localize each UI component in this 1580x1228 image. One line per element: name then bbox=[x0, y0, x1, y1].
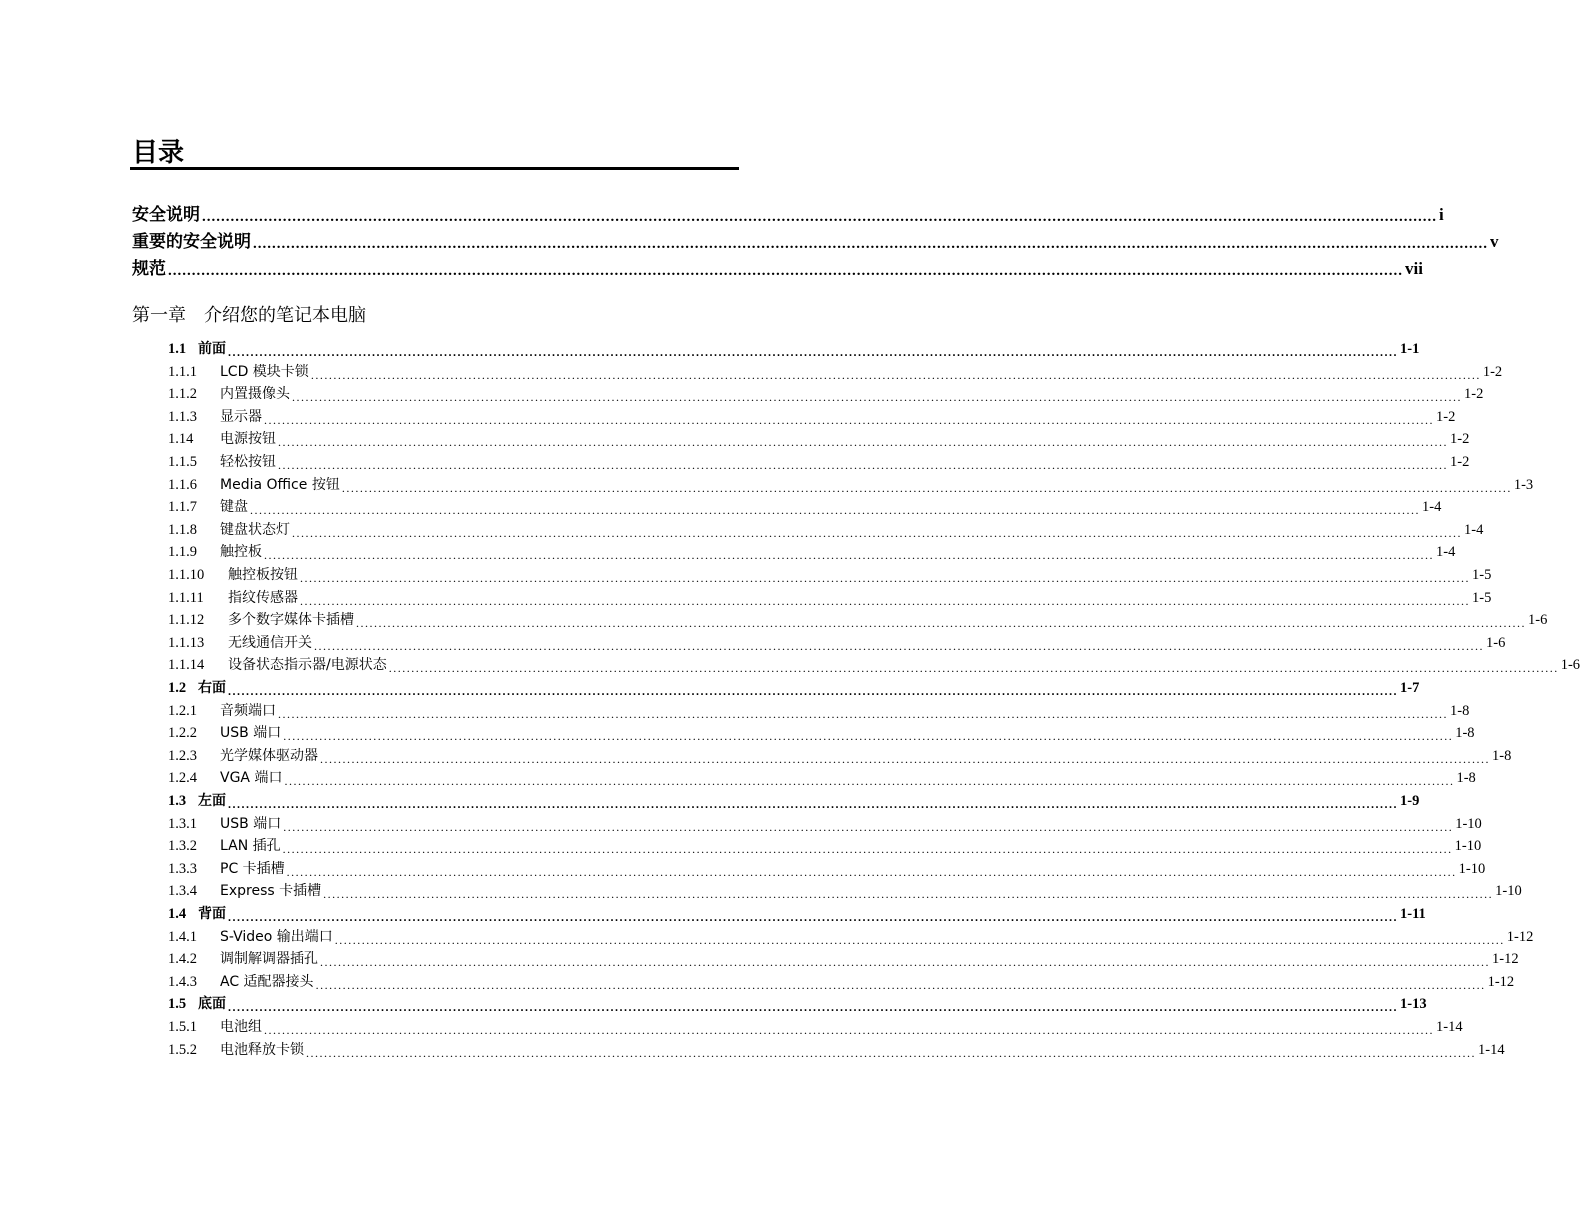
toc-entry[interactable] bbox=[132, 228, 1499, 252]
toc-subsection-entry[interactable] bbox=[168, 426, 1470, 450]
toc-entry-number: 1.2 bbox=[168, 680, 187, 696]
toc-entry-number: 1.1 bbox=[168, 341, 187, 357]
leader-dots: .................................................................................................................................................................................................................................................................... bbox=[320, 751, 1490, 766]
toc-entry-title: 指纹传感器 bbox=[228, 589, 298, 606]
toc-entry-number: 1.5 bbox=[168, 996, 187, 1013]
toc-entry-number: 1.1.9 bbox=[168, 544, 197, 561]
toc-entry-title: 光学媒体驱动器 bbox=[220, 747, 318, 764]
toc-subsection-entry[interactable] bbox=[168, 924, 1534, 947]
leader-dots: .................................................................................................................................................................................................................................................................... bbox=[278, 706, 1448, 721]
leader-dots: .................................................................................................................................................................................................................................................................... bbox=[388, 661, 1559, 676]
toc-subsection-entry[interactable] bbox=[168, 585, 1492, 608]
leader-dots: .................................................................................................................................................................................................................................................................... bbox=[253, 236, 1488, 252]
leader-dots: .................................................................................................................................................................................................................................................................... bbox=[278, 458, 1448, 472]
toc-entry-page: 1-5 bbox=[1472, 589, 1492, 606]
toc-subsection-entry[interactable] bbox=[168, 404, 1456, 427]
leader-dots: .................................................................................................................................................................................................................................................................... bbox=[250, 503, 1420, 518]
toc-entry-title: 音频端口 bbox=[220, 702, 276, 719]
leader-dots: .................................................................................................................................................................................................................................................................... bbox=[282, 842, 1453, 857]
leader-dots: .................................................................................................................................................................................................................................................................... bbox=[323, 887, 1494, 902]
toc-subsection-entry[interactable] bbox=[168, 698, 1470, 721]
leader-dots: .................................................................................................................................................................................................................................................................... bbox=[228, 797, 1398, 811]
toc-entry-page: 1-6 bbox=[1560, 657, 1580, 674]
toc-entry-page: 1-4 bbox=[1436, 544, 1456, 561]
toc-entry-title: 电池组 bbox=[220, 1019, 262, 1035]
chapter-number: 第一章 bbox=[132, 305, 186, 326]
leader-dots: .................................................................................................................................................................................................................................................................... bbox=[202, 209, 1437, 225]
leader-dots: .................................................................................................................................................................................................................................................................... bbox=[286, 864, 1457, 879]
toc-section-entry[interactable] bbox=[168, 991, 1427, 1015]
toc-entry-page: i bbox=[1439, 205, 1444, 224]
toc-entry-title: 规范 bbox=[132, 259, 166, 279]
leader-dots: .................................................................................................................................................................................................................................................................... bbox=[264, 1023, 1434, 1037]
toc-entry-page: 1-3 bbox=[1513, 476, 1534, 493]
toc-entry-page: 1-6 bbox=[1528, 612, 1548, 629]
toc-entry-number: 1.1.1 bbox=[168, 363, 197, 380]
toc-entry-number: 1.3.2 bbox=[168, 838, 197, 855]
toc-subsection-entry[interactable] bbox=[168, 833, 1482, 857]
leader-dots: .................................................................................................................................................................................................................................................................... bbox=[300, 593, 1470, 608]
toc-entry-number: 1.1.8 bbox=[168, 521, 197, 538]
toc-entry-page: 1-10 bbox=[1458, 860, 1486, 877]
toc-entry-title: 多个数字媒体卡插槽 bbox=[228, 612, 354, 629]
toc-entry-number: 1.1.5 bbox=[168, 454, 197, 470]
toc-entry-number: 1.1.7 bbox=[168, 499, 197, 516]
toc-entry-number: 1.1.2 bbox=[168, 386, 197, 403]
leader-dots: .................................................................................................................................................................................................................................................................... bbox=[228, 1000, 1398, 1015]
toc-subsection-entry[interactable] bbox=[168, 811, 1482, 834]
toc-entry-number: 1.1.3 bbox=[168, 408, 197, 425]
toc-entry-title: 触控板按钮 bbox=[228, 567, 298, 583]
toc-entry-title: 前面 bbox=[198, 341, 226, 357]
toc-entry-page: 1-14 bbox=[1478, 1041, 1505, 1058]
toc-entry-page: 1-8 bbox=[1455, 725, 1475, 742]
toc-entry-title: LCD 模块卡锁 bbox=[220, 363, 309, 380]
toc-entry-page: 1-8 bbox=[1456, 770, 1476, 787]
leader-dots: .................................................................................................................................................................................................................................................................... bbox=[264, 412, 1434, 427]
toc-entry[interactable] bbox=[132, 201, 1444, 225]
toc-entry-page: 1-2 bbox=[1450, 454, 1470, 470]
toc-subsection-entry[interactable] bbox=[168, 494, 1442, 518]
toc-entry-title: 显示器 bbox=[220, 408, 262, 425]
leader-dots: .................................................................................................................................................................................................................................................................... bbox=[283, 819, 1454, 834]
toc-entry-page: 1-1 bbox=[1400, 341, 1420, 357]
leader-dots: .................................................................................................................................................................................................................................................................... bbox=[306, 1045, 1476, 1060]
toc-subsection-entry[interactable] bbox=[168, 1014, 1463, 1037]
title-divider bbox=[130, 167, 739, 170]
toc-entry-page: 1-12 bbox=[1506, 928, 1534, 945]
toc-entry-title: 左面 bbox=[198, 793, 226, 809]
toc-entry-page: 1-2 bbox=[1482, 363, 1503, 380]
toc-subsection-entry[interactable] bbox=[168, 743, 1512, 766]
toc-entry-page: 1-10 bbox=[1455, 815, 1482, 832]
toc-entry-title: 调制解调器插孔 bbox=[220, 951, 318, 968]
toc-entry-number: 1.4 bbox=[168, 906, 187, 922]
toc-entry-page: 1-2 bbox=[1436, 408, 1456, 425]
toc-section-entry[interactable] bbox=[168, 901, 1426, 924]
toc-entry-title: VGA 端口 bbox=[220, 770, 283, 787]
toc-entry-page: 1-10 bbox=[1454, 838, 1482, 855]
toc-entry-page: 1-4 bbox=[1464, 521, 1484, 538]
toc-subsection-entry[interactable] bbox=[168, 381, 1484, 405]
toc-entry-title: 电池释放卡锁 bbox=[220, 1041, 304, 1058]
toc-entry-number: 1.3 bbox=[168, 793, 187, 809]
chapter-title: 介绍您的笔记本电脑 bbox=[204, 305, 366, 326]
leader-dots: .................................................................................................................................................................................................................................................................... bbox=[228, 910, 1398, 924]
toc-entry-number: 1.4.3 bbox=[168, 973, 197, 990]
toc-entry-number: 1.2.3 bbox=[168, 747, 197, 764]
toc-entry-page: 1-7 bbox=[1400, 680, 1420, 696]
toc-entry-title: USB 端口 bbox=[220, 725, 282, 742]
toc-entry-title: 触控板 bbox=[220, 544, 262, 561]
toc-entry-number: 1.5.1 bbox=[168, 1019, 197, 1035]
toc-entry-page: 1-8 bbox=[1450, 702, 1470, 719]
chapter-heading bbox=[132, 301, 366, 327]
toc-entry-page: 1-8 bbox=[1492, 747, 1512, 764]
toc-subsection-entry[interactable] bbox=[168, 562, 1492, 585]
toc-subsection-entry[interactable] bbox=[168, 607, 1548, 631]
toc-entry-number: 1.1.13 bbox=[168, 634, 205, 651]
toc-subsection-entry[interactable] bbox=[168, 652, 1580, 676]
toc-entry-title: 无线通信开关 bbox=[228, 634, 312, 651]
toc-entry-page: 1-5 bbox=[1472, 567, 1492, 583]
toc-entry-title: 背面 bbox=[198, 906, 226, 922]
toc-entry-title: Media Office 按钮 bbox=[220, 476, 340, 493]
toc-entry-page: 1-11 bbox=[1400, 906, 1426, 922]
leader-dots: .................................................................................................................................................................................................................................................................... bbox=[310, 367, 1481, 382]
toc-entry-page: 1-12 bbox=[1487, 973, 1515, 990]
toc-entry-title: 键盘状态灯 bbox=[220, 521, 290, 538]
toc-entry-title: Express 卡插槽 bbox=[220, 883, 322, 900]
toc-entry-number: 1.3.3 bbox=[168, 860, 197, 877]
toc-entry-number: 1.2.4 bbox=[168, 770, 197, 787]
toc-entry-page: 1-2 bbox=[1450, 431, 1470, 448]
toc-entry-title: 键盘 bbox=[220, 499, 248, 516]
toc-entry-number: 1.4.2 bbox=[168, 951, 197, 968]
toc-subsection-entry[interactable] bbox=[168, 765, 1476, 789]
toc-entry-title: 电源按钮 bbox=[220, 431, 276, 448]
leader-dots: .................................................................................................................................................................................................................................................................... bbox=[292, 390, 1462, 405]
toc-entry-title: 安全说明 bbox=[132, 205, 200, 225]
toc-subsection-entry[interactable] bbox=[168, 539, 1456, 563]
toc-entry-title: 底面 bbox=[198, 996, 226, 1013]
toc-entry-title: 右面 bbox=[198, 680, 226, 696]
toc-subsection-entry[interactable] bbox=[168, 517, 1484, 540]
toc-entry-page: v bbox=[1490, 232, 1499, 251]
toc-entry-number: 1.4.1 bbox=[168, 928, 197, 945]
toc-entry-number: 1.1.11 bbox=[168, 589, 204, 606]
toc-entry-page: 1-12 bbox=[1492, 951, 1519, 968]
toc-entry-page: 1-4 bbox=[1422, 499, 1442, 516]
toc-subsection-entry[interactable] bbox=[168, 969, 1515, 992]
toc-entry-page: 1-10 bbox=[1495, 883, 1522, 900]
leader-dots: .................................................................................................................................................................................................................................................................... bbox=[300, 571, 1470, 585]
toc-entry-page: 1-6 bbox=[1486, 634, 1506, 651]
toc-entry-title: AC 适配器接头 bbox=[220, 973, 314, 990]
toc-entry-number: 1.2.1 bbox=[168, 702, 197, 719]
toc-subsection-entry[interactable] bbox=[168, 720, 1475, 744]
toc-entry-number: 1.5.2 bbox=[168, 1041, 197, 1058]
toc-entry-page: 1-13 bbox=[1400, 996, 1427, 1013]
toc-entry-title: 轻松按钮 bbox=[220, 454, 276, 470]
leader-dots: .................................................................................................................................................................................................................................................................... bbox=[314, 638, 1484, 653]
leader-dots: .................................................................................................................................................................................................................................................................... bbox=[283, 729, 1454, 744]
toc-entry-number: 1.2.2 bbox=[168, 725, 197, 742]
leader-dots: .................................................................................................................................................................................................................................................................... bbox=[341, 480, 1512, 495]
leader-dots: .................................................................................................................................................................................................................................................................... bbox=[168, 263, 1403, 279]
toc-entry-title: LAN 插孔 bbox=[220, 838, 281, 855]
toc-entry-title: USB 端口 bbox=[220, 815, 282, 832]
toc-section-entry[interactable] bbox=[168, 336, 1420, 359]
leader-dots: .................................................................................................................................................................................................................................................................... bbox=[356, 616, 1526, 631]
page-title: 目录 bbox=[132, 138, 185, 168]
toc-entry-page: 1-2 bbox=[1464, 386, 1484, 403]
leader-dots: .................................................................................................................................................................................................................................................................... bbox=[228, 684, 1398, 698]
leader-dots: .................................................................................................................................................................................................................................................................... bbox=[284, 774, 1455, 789]
toc-entry-title: PC 卡插槽 bbox=[220, 860, 285, 877]
toc-entry[interactable] bbox=[132, 255, 1423, 279]
toc-entry-number: 1.1.6 bbox=[168, 476, 197, 493]
leader-dots: .................................................................................................................................................................................................................................................................... bbox=[315, 977, 1486, 992]
toc-subsection-entry[interactable] bbox=[168, 856, 1486, 879]
toc-subsection-entry[interactable] bbox=[168, 878, 1522, 902]
toc-entry-number: 1.14 bbox=[168, 431, 194, 448]
toc-subsection-entry[interactable] bbox=[168, 946, 1519, 970]
toc-subsection-entry[interactable] bbox=[168, 359, 1503, 382]
toc-subsection-entry[interactable] bbox=[168, 449, 1470, 472]
leader-dots: .................................................................................................................................................................................................................................................................... bbox=[292, 525, 1462, 540]
toc-entry-number: 1.1.10 bbox=[168, 567, 205, 583]
toc-subsection-entry[interactable] bbox=[168, 472, 1534, 495]
leader-dots: .................................................................................................................................................................................................................................................................... bbox=[334, 932, 1505, 947]
toc-entry-number: 1.1.12 bbox=[168, 612, 205, 629]
leader-dots: .................................................................................................................................................................................................................................................................... bbox=[320, 955, 1490, 970]
leader-dots: .................................................................................................................................................................................................................................................................... bbox=[228, 345, 1398, 359]
toc-entry-number: 1.3.4 bbox=[168, 883, 197, 900]
toc-entry-number: 1.3.1 bbox=[168, 815, 197, 832]
toc-section-entry[interactable] bbox=[168, 675, 1420, 698]
toc-entry-number: 1.1.14 bbox=[168, 657, 205, 674]
toc-entry-title: 内置摄像头 bbox=[220, 386, 290, 403]
toc-subsection-entry[interactable] bbox=[168, 1037, 1505, 1060]
leader-dots: .................................................................................................................................................................................................................................................................... bbox=[278, 435, 1448, 450]
toc-section-entry[interactable] bbox=[168, 788, 1420, 811]
toc-entry-page: 1-9 bbox=[1400, 793, 1420, 809]
toc-entry-page: 1-14 bbox=[1436, 1019, 1463, 1035]
toc-entry-page: vii bbox=[1405, 259, 1423, 278]
toc-entry-title: S-Video 输出端口 bbox=[220, 928, 333, 945]
leader-dots: .................................................................................................................................................................................................................................................................... bbox=[264, 548, 1434, 563]
toc-subsection-entry[interactable] bbox=[168, 630, 1506, 653]
toc-entry-title: 设备状态指示器/电源状态 bbox=[228, 657, 387, 674]
toc-entry-title: 重要的安全说明 bbox=[132, 232, 251, 252]
